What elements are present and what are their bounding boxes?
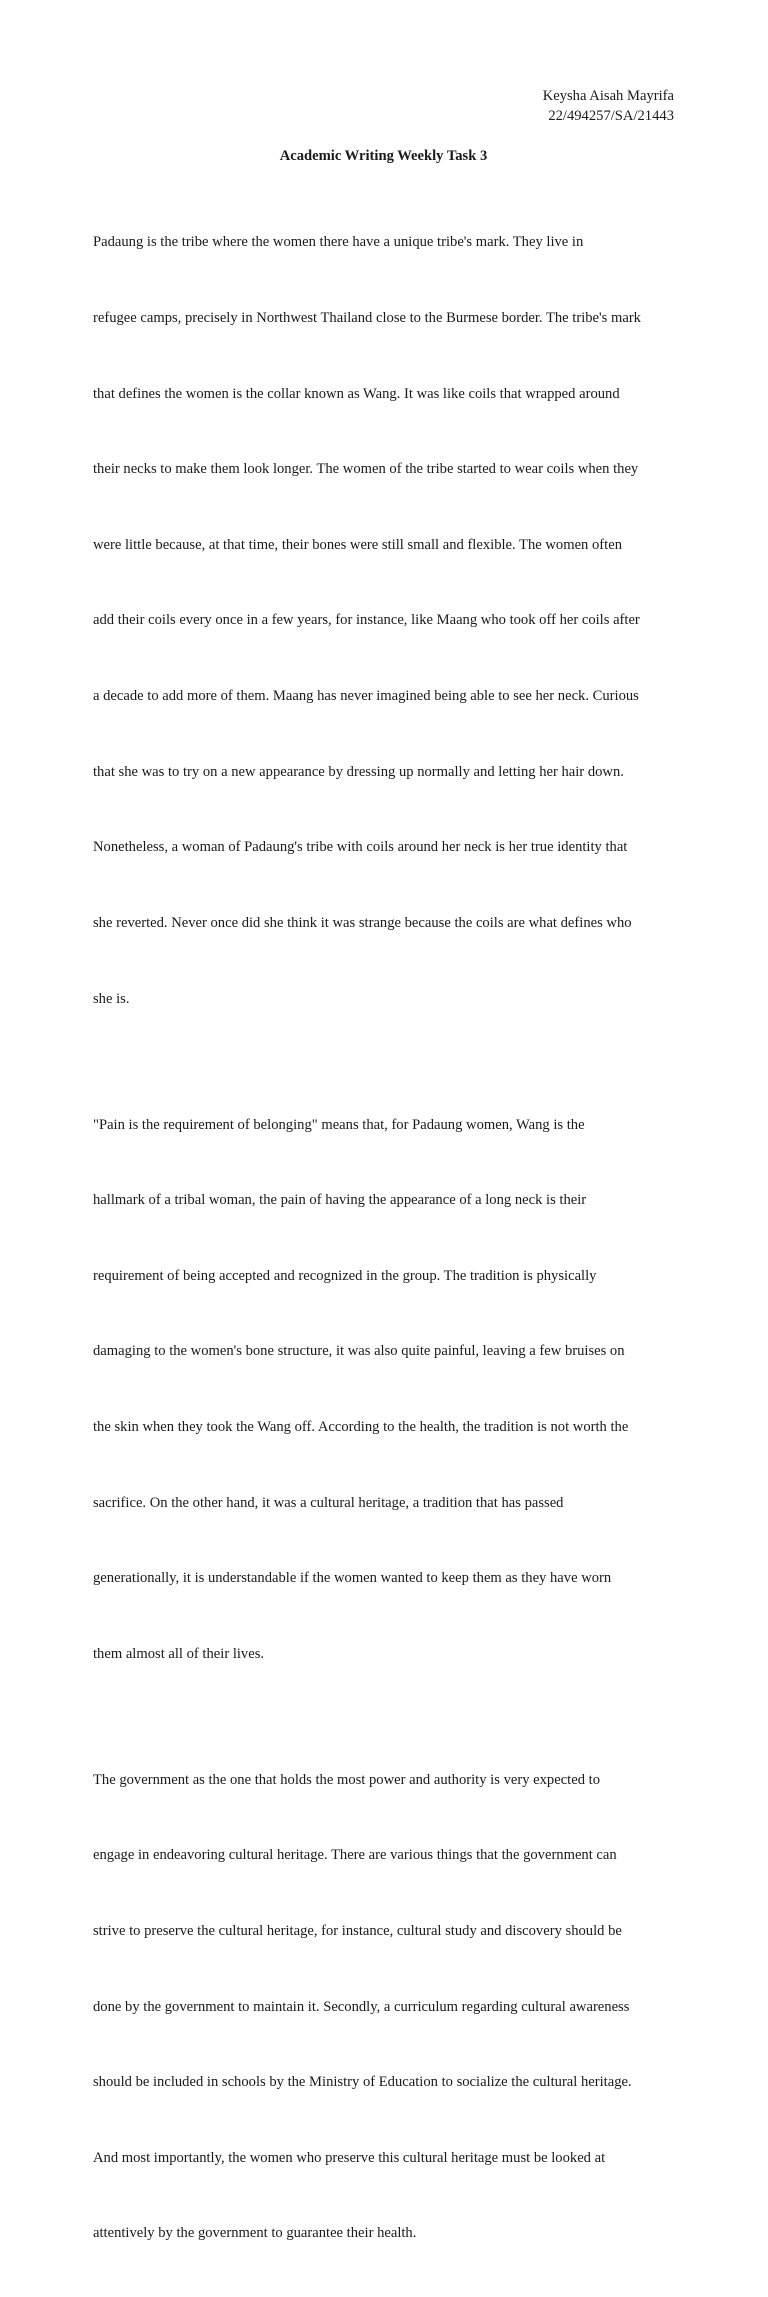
paragraph-line: sacrifice. On the other hand, it was a cultural heritage, a tradition that has passed (93, 1494, 564, 1511)
paragraph-line: were little because, at that time, their bones were still small and flexible. The women often (93, 536, 622, 553)
paragraph-line: she is. (93, 990, 130, 1007)
paragraph-line: "Pain is the requirement of belonging" means that, for Padaung women, Wang is the (93, 1116, 585, 1133)
paragraph-line: attentively by the government to guarantee their health. (93, 2225, 417, 2242)
paragraph-line: done by the government to maintain it. Secondly, a curriculum regarding cultural awareness (93, 1998, 630, 2015)
paragraph-line: them almost all of their lives. (93, 1645, 265, 1662)
paragraph-line: their necks to make them look longer. The women of the tribe started to wear coils when they (93, 461, 639, 478)
paragraph-line: Padaung is the tribe where the women there have a unique tribe's mark. They live in (93, 234, 584, 251)
paragraph-line: Nonetheless, a woman of Padaung's tribe with coils around her neck is her true identity that (93, 839, 628, 856)
paragraph-line: a decade to add more of them. Maang has never imagined being able to see her neck. Curious (93, 688, 639, 705)
paragraph-line: engage in endeavoring cultural heritage. There are various things that the government can (93, 1847, 617, 1864)
paragraph-line: generationally, it is understandable if the women wanted to keep them as they have worn (93, 1570, 612, 1587)
student-id: 22/494257/SA/21443 (548, 108, 674, 124)
paragraph-line: requirement of being accepted and recognized in the group. The tradition is physically (93, 1267, 597, 1284)
paragraph-line: hallmark of a tribal woman, the pain of having the appearance of a long neck is their (93, 1192, 587, 1209)
paragraph-line: she reverted. Never once did she think it was strange because the coils are what defines who (93, 914, 632, 931)
paragraph-line: that she was to try on a new appearance by dressing up normally and letting her hair down. (93, 763, 624, 780)
document-title: Academic Writing Weekly Task 3 (279, 148, 488, 164)
paragraph-line: strive to preserve the cultural heritage, for instance, cultural study and discovery should be (93, 1923, 622, 1940)
paragraph-line: that defines the women is the collar known as Wang. It was like coils that wrapped around (93, 385, 620, 402)
paragraph-line: damaging to the women's bone structure, it was also quite painful, leaving a few bruises on (93, 1343, 625, 1360)
author-name: Keysha Aisah Mayrifa (542, 88, 674, 104)
author-header (93, 86, 674, 126)
paragraph-3 (93, 1717, 674, 2297)
paragraph-line: The government as the one that holds the most power and authority is very expected to (93, 1771, 600, 1788)
document-body (93, 180, 674, 2297)
paragraph-1 (93, 180, 674, 1062)
paragraph-2 (93, 1062, 674, 1717)
paragraph-line: And most importantly, the women who preserve this cultural heritage must be looked at (93, 2149, 606, 2166)
paragraph-line: should be included in schools by the Ministry of Education to socialize the cultural heritage. (93, 2074, 632, 2091)
paragraph-line: refugee camps, precisely in Northwest Thailand close to the Burmese border. The tribe's mark (93, 310, 641, 327)
paragraph-line: the skin when they took the Wang off. According to the health, the tradition is not worth the (93, 1418, 629, 1435)
paragraph-line: add their coils every once in a few years, for instance, like Maang who took off her coils after (93, 612, 640, 629)
